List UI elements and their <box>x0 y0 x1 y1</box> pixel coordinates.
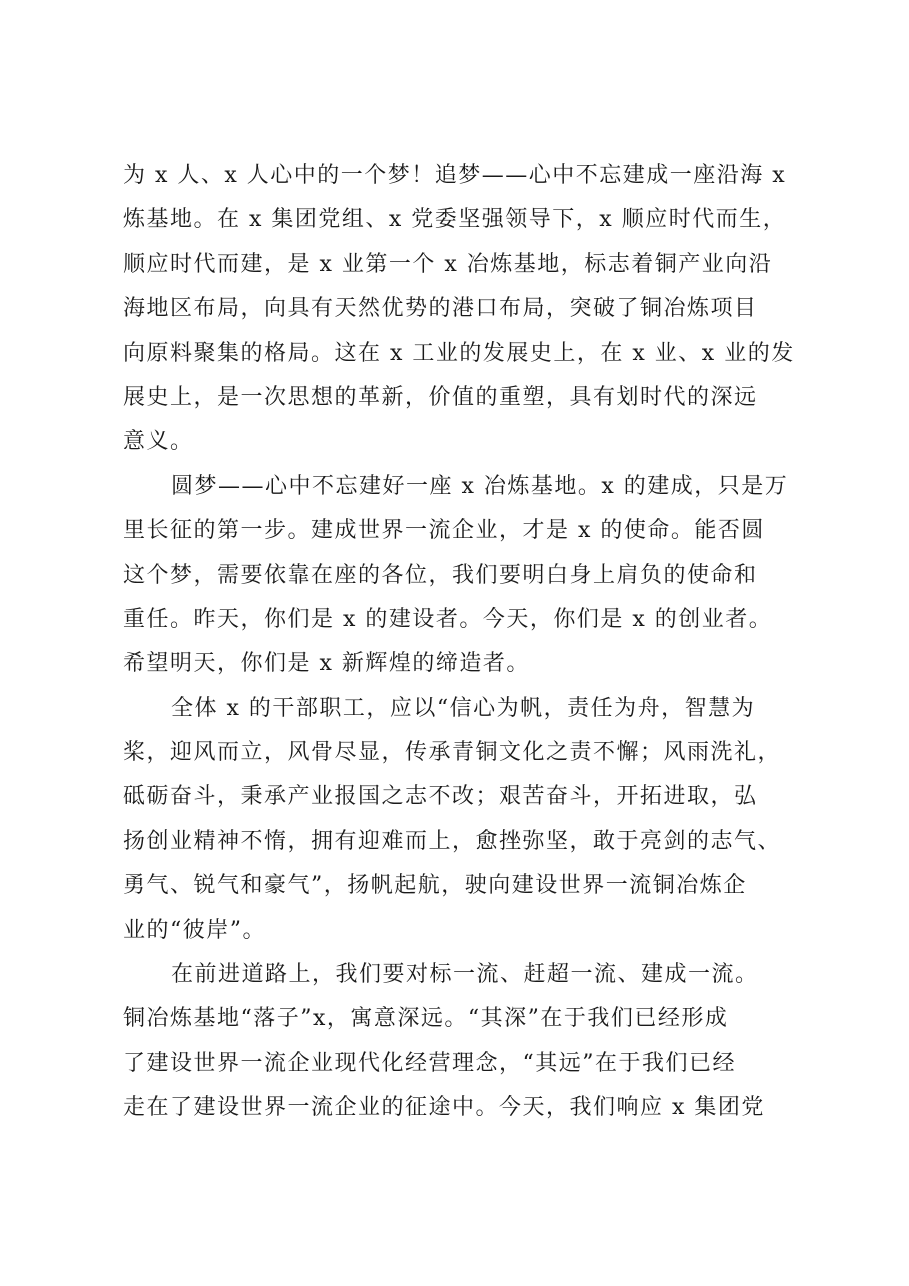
text-line: 走在了建设世界一流企业的征途中。今天，我们响应 x 集团党 <box>123 1095 765 1121</box>
text-line: 这个梦，需要依靠在座的各位，我们要明白身上肩负的使命和 <box>123 562 758 588</box>
text-line: 意义。 <box>123 429 194 455</box>
text-line: 铜冶炼基地“落子”x，寓意深远。“其深”在于我们已经形成 <box>123 1006 729 1032</box>
text-line: 圆梦——心中不忘建好一座 x 冶炼基地。x 的建成，只是万 <box>171 473 789 499</box>
text-line: 海地区布局，向具有天然优势的港口布局，突破了铜冶炼项目 <box>123 296 758 322</box>
text-line: 展史上，是一次思想的革新，价值的重塑，具有划时代的深远 <box>123 384 758 410</box>
text-line: 桨，迎风而立，风骨尽显，传承青铜文化之责不懈；风雨洗礼， <box>123 740 782 766</box>
paragraph-1 <box>123 154 803 465</box>
text-line: 里长征的第一步。建成世界一流企业，才是 x 的使命。能否圆 <box>123 518 765 544</box>
document-body <box>123 154 803 1131</box>
text-line: 顺应时代而建，是 x 业第一个 x 冶炼基地，标志着铜产业向沿 <box>123 251 773 277</box>
text-line: 在前进道路上，我们要对标一流、赶超一流、建成一流。 <box>171 962 759 988</box>
paragraph-2 <box>123 465 803 687</box>
text-line: 全体 x 的干部职工，应以“信心为帆，责任为舟，智慧为 <box>171 695 756 721</box>
text-line: 重任。昨天，你们是 x 的建设者。今天，你们是 x 的创业者。 <box>123 606 773 632</box>
text-line: 勇气、锐气和豪气”，扬帆起航，驶向建设世界一流铜冶炼企 <box>123 873 747 899</box>
text-line: 希望明天，你们是 x 新辉煌的缔造者。 <box>123 651 530 677</box>
text-line: 炼基地。在 x 集团党组、x 党委坚强领导下，x 顺应时代而生， <box>123 207 787 233</box>
text-line: 砥砺奋斗，秉承产业报国之志不改；艰苦奋斗，开拓进取，弘 <box>123 784 758 810</box>
text-line: 为 x 人、x 人心中的一个梦！追梦——心中不忘建成一座沿海 x <box>123 163 787 188</box>
paragraph-4 <box>123 953 803 1131</box>
text-line: 扬创业精神不惰，拥有迎难而上，愈挫弥坚，敢于亮剑的志气、 <box>123 828 782 854</box>
text-line: 向原料聚集的格局。这在 x 工业的发展史上，在 x 业、x 业的发 <box>123 340 795 366</box>
paragraph-3 <box>123 687 803 953</box>
text-line: 业的“彼岸”。 <box>123 917 266 943</box>
text-line: 了建设世界一流企业现代化经营理念，“其远”在于我们已经 <box>123 1050 736 1076</box>
